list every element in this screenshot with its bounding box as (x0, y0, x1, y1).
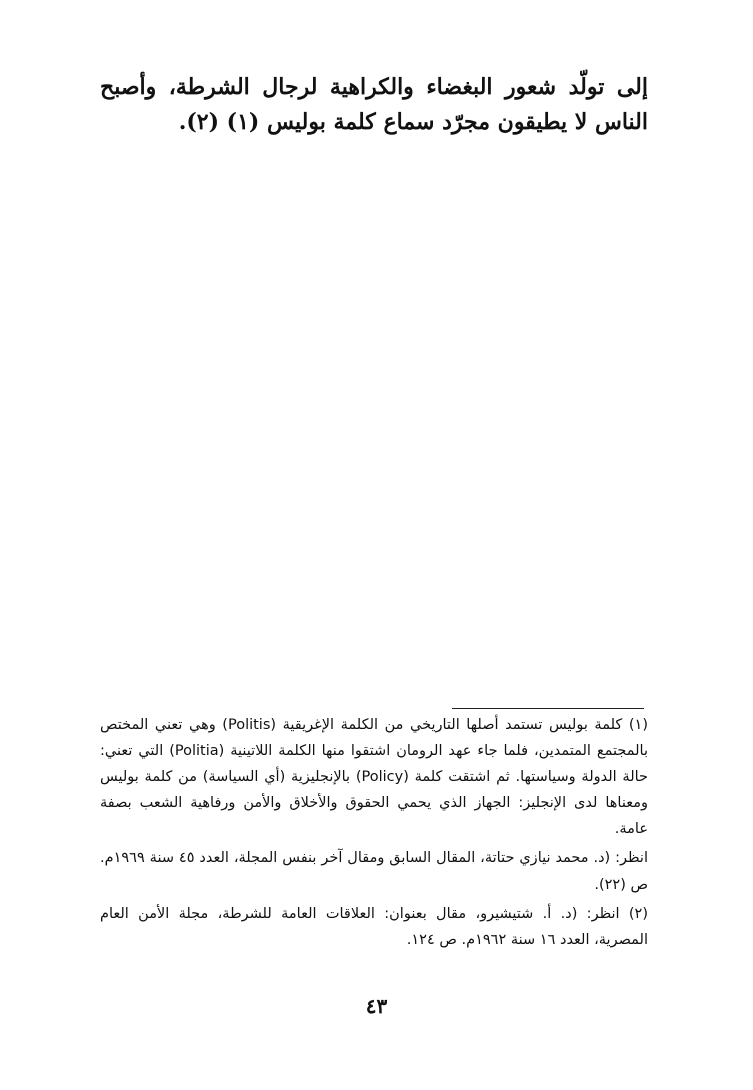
main-text (100, 70, 648, 140)
main-paragraph: إلى تولّد شعور البغضاء والكراهية لرجال الشرطة، وأصبح الناس لا يطيقون مجرّد سماع كلمة بوليس (١) (٢). (100, 74, 648, 136)
page-number: ٤٣ (365, 994, 388, 1018)
footnote-1-reference: انظر: (د. محمد نيازي حتاتة، المقال السابق ومقال آخر بنفس المجلة، العدد ٤٥ سنة ١٩٦٩م. ص (٢٢). (100, 850, 648, 893)
footnotes-section (100, 712, 648, 956)
footnote-2: (٢) انظر: (د. أ. شتيشيرو، مقال بعنوان: العلاقات العامة للشرطة، مجلة الأمن العام المصرية، العدد ١٦ سنة ١٩٦٢م. ص ١٢٤. (100, 905, 648, 948)
footnote-separator (452, 708, 644, 709)
footnote-1: (١) كلمة بوليس تستمد أصلها التاريخي من الكلمة الإغريقية (Politis) وهي تعني المختص بالمجتمع المتمدين، فلما جاء عهد الرومان اشتقوا منها الكلمة اللاتينية (Politia) التي تعني: حالة الدولة وسياستها. ثم اشتقت كلمة (Policy) بالإنجليزية (أي السياسة) من كلمة بوليس ومعناها لدى الإنجليز: الجهاز الذي يحمي الحقوق والأخلاق والأمن ورفاهية الشعب بصفة عامة. (100, 717, 649, 838)
